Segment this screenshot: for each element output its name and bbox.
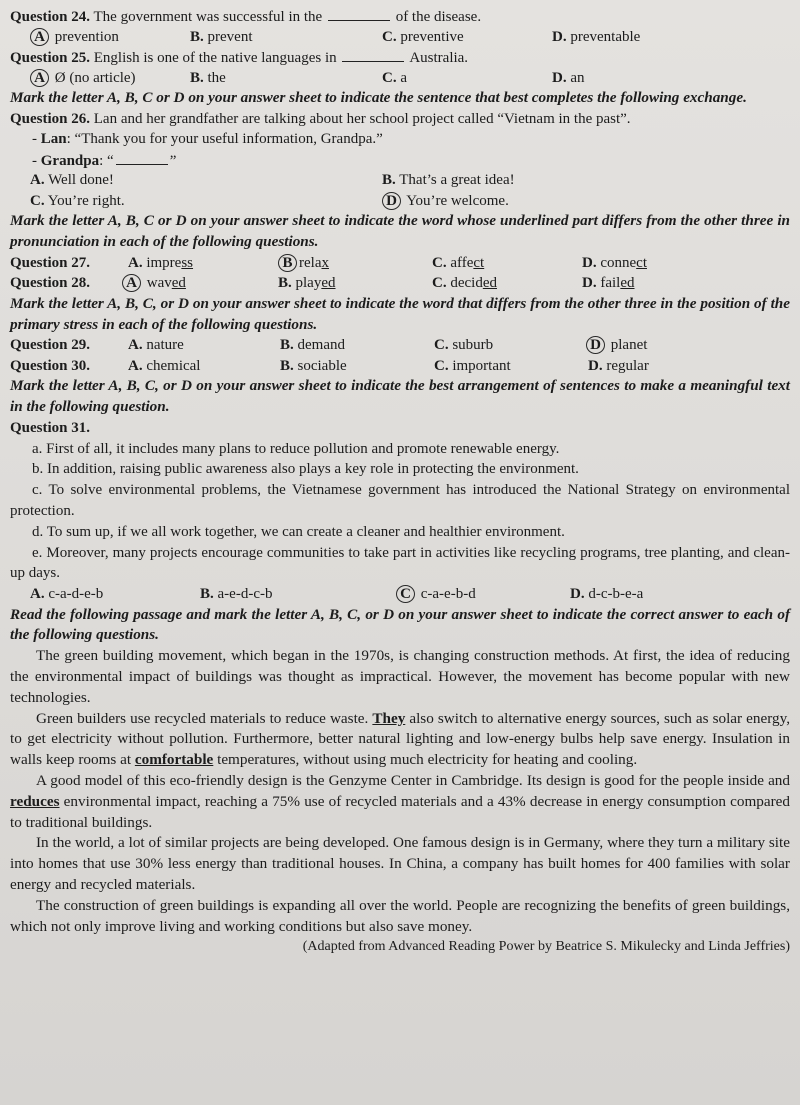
sentence-a: a. First of all, it includes many plans to reduce pollution and promote renewable energy. [32, 440, 560, 457]
option-b[interactable]: B. That’s a great idea! [382, 172, 515, 189]
answer-blank [328, 6, 390, 21]
instruction-reading: Read the following passage and mark the letter A, B, C, or D on your answer sheet to indicate the correct answer to each of the following questions. [10, 605, 790, 644]
option-b[interactable]: B. demand [280, 337, 345, 354]
option-b[interactable]: B. the [190, 69, 226, 86]
question-number: Question 30. [10, 357, 91, 374]
option-d[interactable]: D. connect [582, 254, 647, 271]
answer-blank [342, 47, 404, 62]
circled-answer-mark: A [30, 69, 49, 87]
option-a[interactable]: A prevention [30, 27, 119, 48]
option-d[interactable]: D You’re welcome. [382, 191, 509, 212]
sentence-d: d. To sum up, if we all work together, we can create a cleaner and healthier environment. [32, 523, 565, 540]
option-a[interactable]: A. Well done! [30, 172, 114, 189]
option-c[interactable]: C. affect [432, 254, 485, 271]
question-25 [10, 47, 790, 68]
question-number: Question 28. [10, 275, 91, 292]
instruction-exchange: Mark the letter A, B, C or D on your answer sheet to indicate the sentence that best completes the following exchange. [10, 89, 747, 106]
option-d[interactable]: D. an [552, 69, 585, 86]
question-26-options-row1 [10, 170, 790, 191]
sentence-e: e. Moreover, many projects encourage communities to take part in activities like recycling programs, tree planting, and clean-up days. [10, 544, 790, 582]
circled-answer-mark: A [30, 28, 49, 46]
circled-answer-mark: B [278, 254, 297, 272]
underlined-word-they: They [372, 709, 406, 727]
question-31-number: Question 31. [10, 420, 91, 437]
question-number: Question 29. [10, 337, 91, 354]
option-a[interactable]: A Ø (no article) [30, 68, 136, 89]
option-c[interactable]: C. a [382, 69, 408, 86]
instruction-pronunciation: Mark the letter A, B, C or D on your answer sheet to indicate the word whose underlined part differs from the other three in pronunciation in each of the following questions. [10, 212, 790, 251]
answer-blank [116, 150, 168, 165]
circled-answer-mark: C [396, 585, 415, 603]
option-a[interactable]: A. c-a-d-e-b [30, 586, 104, 603]
option-d[interactable]: D. failed [582, 275, 635, 292]
passage-paragraph-5: The construction of green buildings is expanding all over the world. People are recognizing the benefits of green buildings, which not only improve living and working conditions but also save money. [10, 896, 790, 935]
option-c[interactable]: C. preventive [382, 28, 464, 45]
circled-answer-mark: D [586, 336, 605, 354]
option-a[interactable]: A. nature [128, 337, 184, 354]
dialogue-lan: - Lan: “Thank you for your useful information, Grandpa.” [32, 131, 383, 148]
option-b[interactable]: B. sociable [280, 357, 347, 374]
sentence-c: c. To solve environmental problems, the Vietnamese government has introduced the National Strategy on environmental protection. [10, 482, 790, 519]
option-b[interactable]: B. a-e-d-c-b [200, 586, 273, 603]
option-c[interactable]: C. You’re right. [30, 192, 125, 209]
option-d[interactable]: D planet [586, 335, 647, 356]
question-28 [10, 273, 790, 294]
instruction-stress: Mark the letter A, B, C, or D on your answer sheet to indicate the word that differs from the other three in the position of the primary stress in each of the following questions. [10, 294, 790, 333]
question-24 [10, 6, 790, 27]
question-stem: Lan and her grandfather are talking about her school project called “Vietnam in the past”. [93, 110, 631, 127]
underlined-word-reduces: reduces [10, 792, 60, 810]
option-a[interactable]: A. impress [128, 254, 194, 271]
circled-answer-mark: D [382, 192, 401, 210]
option-d[interactable]: D. d-c-b-e-a [570, 586, 644, 603]
sentence-b: b. In addition, raising public awareness also plays a key role in protecting the environment. [32, 461, 579, 478]
question-stem: English is one of the native languages in [93, 50, 337, 66]
option-b[interactable]: B relax [278, 253, 329, 274]
option-c[interactable]: C. decided [432, 275, 497, 292]
passage-paragraph-4: In the world, a lot of similar projects are being developed. One famous design is in Germany, where they turn a military site into homes that use 30% less energy than traditional houses. In China, a company has built homes for 400 families with solar energy and recycled materials. [10, 834, 790, 894]
passage-source: (Adapted from Advanced Reading Power by Beatrice S. Mikulecky and Linda Jeffries) [302, 939, 790, 955]
question-30 [10, 356, 790, 377]
option-d[interactable]: D. preventable [552, 28, 641, 45]
question-26 [10, 109, 790, 130]
question-26-options-row2 [10, 191, 790, 212]
question-number: Question 27. [10, 254, 91, 271]
question-29 [10, 335, 790, 356]
passage-paragraph-1: The green building movement, which began in the 1970s, is changing construction methods. At first, the idea of reducing the environmental impact of buildings was thought as impractical. However, the movement has become popular with new technologies. [10, 647, 790, 706]
question-24-options [10, 27, 790, 48]
option-c[interactable]: C c-a-e-b-d [396, 584, 476, 605]
question-31-options [10, 584, 790, 605]
option-a[interactable]: A. chemical [128, 357, 201, 374]
question-number: Question 25. [10, 50, 91, 66]
question-25-options [10, 68, 790, 89]
option-b[interactable]: B. prevent [190, 28, 253, 45]
passage-paragraph-2: Green builders use recycled materials to reduce waste. They also switch to alternative energy sources, such as solar energy, to get electricity without pollution. Furthermore, better natural lighting and low-energy bulbs help save energy. Insulation in walls keep rooms at comfortable temperatures, without using much electricity for heating and cooling. [10, 709, 791, 769]
underlined-word-comfortable: comfortable [134, 751, 214, 769]
question-number: Question 26. [10, 110, 91, 127]
question-27 [10, 253, 790, 274]
option-c[interactable]: C. suburb [434, 337, 494, 354]
question-number: Question 24. [10, 9, 91, 25]
option-a[interactable]: A waved [122, 273, 186, 294]
circled-answer-mark: A [122, 274, 141, 292]
dialogue-grandpa: - Grandpa: “ ” [10, 150, 790, 171]
option-b[interactable]: B. played [278, 275, 336, 292]
passage-paragraph-3: A good model of this eco-friendly design is the Genzyme Center in Cambridge. Its design is good for the people inside and reduces environmental impact, reaching a 75% use of recycled materials and a 43% decrease in energy consumption compared to traditional buildings. [10, 772, 791, 831]
question-stem-end: Australia. [409, 50, 469, 66]
option-c[interactable]: C. important [434, 357, 511, 374]
instruction-arrangement: Mark the letter A, B, C, or D on your answer sheet to indicate the best arrangement of sentences to make a meaningful text in the following question. [10, 377, 790, 416]
option-d[interactable]: D. regular [588, 357, 649, 374]
question-stem-end: of the disease. [395, 9, 482, 25]
question-stem: The government was successful in the [93, 9, 323, 25]
